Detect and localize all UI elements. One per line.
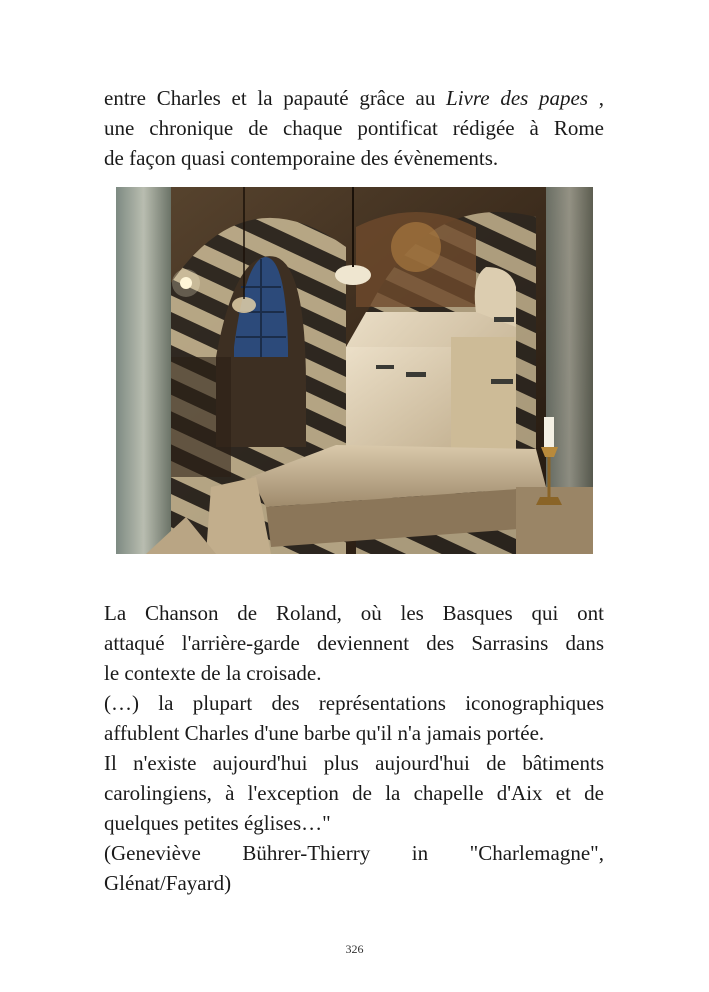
text-line: (…) la plupart des représentations iconographiques bbox=[104, 691, 604, 715]
text-line: entre Charles et la papauté grâce au Livre des papes , bbox=[104, 86, 604, 110]
text-line: carolingiens, à l'exception de la chapelle d'Aix et de bbox=[104, 781, 604, 805]
text-line: une chronique de chaque pontificat rédigée à Rome bbox=[104, 116, 604, 140]
text-line: Glénat/Fayard) bbox=[104, 871, 232, 895]
paragraph-quote bbox=[104, 598, 604, 898]
book-title: Livre des papes bbox=[446, 86, 589, 110]
text-line: de façon quasi contemporaine des évènements. bbox=[104, 146, 499, 170]
text-line: attaqué l'arrière-garde deviennent des Sarrasins dans bbox=[104, 631, 604, 655]
text-line: (Geneviève Bührer-Thierry in "Charlemagne", bbox=[104, 841, 604, 865]
text-line: La Chanson de Roland, où les Basques qui ont bbox=[104, 601, 604, 625]
throne-photo bbox=[116, 187, 593, 554]
text-line: affublent Charles d'une barbe qu'il n'a jamais portée. bbox=[104, 721, 545, 745]
text-line: Il n'existe aujourd'hui plus aujourd'hui de bâtiments bbox=[104, 751, 604, 775]
text-line: le contexte de la croisade. bbox=[104, 661, 322, 685]
page-number: 326 bbox=[345, 942, 364, 956]
paragraph-intro bbox=[104, 83, 604, 173]
text-line: quelques petites églises…" bbox=[104, 811, 331, 835]
